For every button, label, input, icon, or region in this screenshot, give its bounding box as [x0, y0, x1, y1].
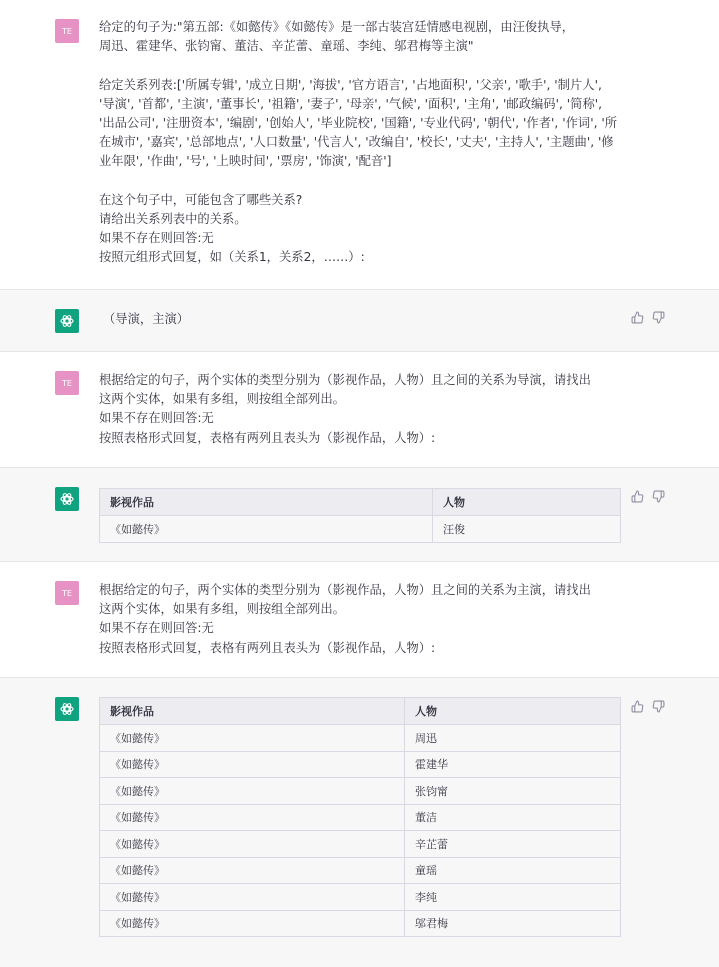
table-header-cell: 影视作品 [100, 698, 405, 725]
thumbs-down-icon[interactable] [652, 490, 665, 503]
assistant-message-text: （导演，主演） [103, 312, 190, 326]
user-message-1 [0, 0, 719, 290]
thumbs-up-icon[interactable] [631, 700, 644, 713]
starring-result-table [99, 697, 621, 937]
assistant-message-3 [0, 678, 719, 967]
table-header-cell: 人物 [433, 489, 621, 516]
table-cell: 《如懿传》 [100, 751, 405, 778]
director-result-table [99, 488, 621, 543]
table-cell: 张钧甯 [405, 778, 621, 805]
table-cell: 童瑶 [405, 857, 621, 884]
table-row [100, 516, 621, 543]
table-cell: 《如懿传》 [100, 857, 405, 884]
thumbs-down-icon[interactable] [652, 700, 665, 713]
table-cell: 《如懿传》 [100, 884, 405, 911]
thumbs-up-icon[interactable] [631, 311, 644, 324]
table-row [100, 751, 621, 778]
table-row [100, 857, 621, 884]
table-cell: 《如懿传》 [100, 516, 433, 543]
user-message-text: 根据给定的句子，两个实体的类型分别为（影视作品，人物）且之间的关系为导演，请找出 这两个实体，如果有多组，则按组全部列出。 如果不存在则回答:无 按照表格形式回复，表格有两列且表头为（影视作品，人物）: [99, 373, 591, 445]
table-row [100, 884, 621, 911]
user-message-2 [0, 352, 719, 468]
table-row [100, 725, 621, 752]
user-message-text: 给定的句子为:"第五部:《如懿传》《如懿传》是一部古装宫廷情感电视剧，由汪俊执导， 周迅、霍建华、张钧甯、董洁、辛芷蕾、童瑶、李纯、邬君梅等主演" 给定关系列表:['所属专辑', '成立日期', '海拔', '官方语言', '占地面积', '父亲', '歌手', '制片人', '导演', '首都', '主演', '董事长', '祖籍', '妻子', '母亲', '气候', '面积', '主角', '邮政编码', '简称', '出品公司', '注册资本', '编剧', '创始人', '毕业院校', '国籍', '专业代码', '朝代', '作者', '作词', '所 在城市', '嘉宾', '总部地点', '人口数量', '代言人', '改编自', '校长', '丈夫', '主持人', '主题曲', '修 业年限', '作曲', '号', '上映时间', '票房', '饰演', '配音'] 在这个句子中，可能包含了哪些关系? 请给出关系列表中的关系。 如果不存在则回答:无 按照元组形式回复，如（关系1，关系2，……）: [99, 20, 618, 265]
table-row [100, 804, 621, 831]
user-avatar: TE [55, 581, 79, 605]
table-cell: 周迅 [405, 725, 621, 752]
table-cell: 邬君梅 [405, 910, 621, 937]
user-message-text: 根据给定的句子，两个实体的类型分别为（影视作品，人物）且之间的关系为主演，请找出 这两个实体，如果有多组，则按组全部列出。 如果不存在则回答:无 按照表格形式回复，表格有两列且表头为（影视作品，人物）: [99, 583, 591, 655]
thumbs-down-icon[interactable] [652, 311, 665, 324]
assistant-avatar [55, 697, 79, 721]
table-cell: 《如懿传》 [100, 725, 405, 752]
user-avatar: TE [55, 19, 79, 43]
table-row [100, 778, 621, 805]
user-message-3 [0, 562, 719, 678]
table-header-cell: 人物 [405, 698, 621, 725]
table-cell: 汪俊 [433, 516, 621, 543]
assistant-message-2 [0, 468, 719, 562]
table-cell: 《如懿传》 [100, 910, 405, 937]
table-cell: 董洁 [405, 804, 621, 831]
table-cell: 李纯 [405, 884, 621, 911]
table-cell: 《如懿传》 [100, 831, 405, 858]
assistant-message-1 [0, 290, 719, 352]
table-header-row [100, 698, 621, 725]
table-header-row [100, 489, 621, 516]
user-avatar: TE [55, 371, 79, 395]
table-cell: 《如懿传》 [100, 804, 405, 831]
table-cell: 辛芷蕾 [405, 831, 621, 858]
thumbs-up-icon[interactable] [631, 490, 644, 503]
table-cell: 霍建华 [405, 751, 621, 778]
table-header-cell: 影视作品 [100, 489, 433, 516]
table-cell: 《如懿传》 [100, 778, 405, 805]
openai-logo-icon [59, 313, 75, 329]
openai-logo-icon [59, 491, 75, 507]
assistant-avatar [55, 309, 79, 333]
table-row [100, 831, 621, 858]
table-row [100, 910, 621, 937]
assistant-avatar [55, 487, 79, 511]
openai-logo-icon [59, 701, 75, 717]
